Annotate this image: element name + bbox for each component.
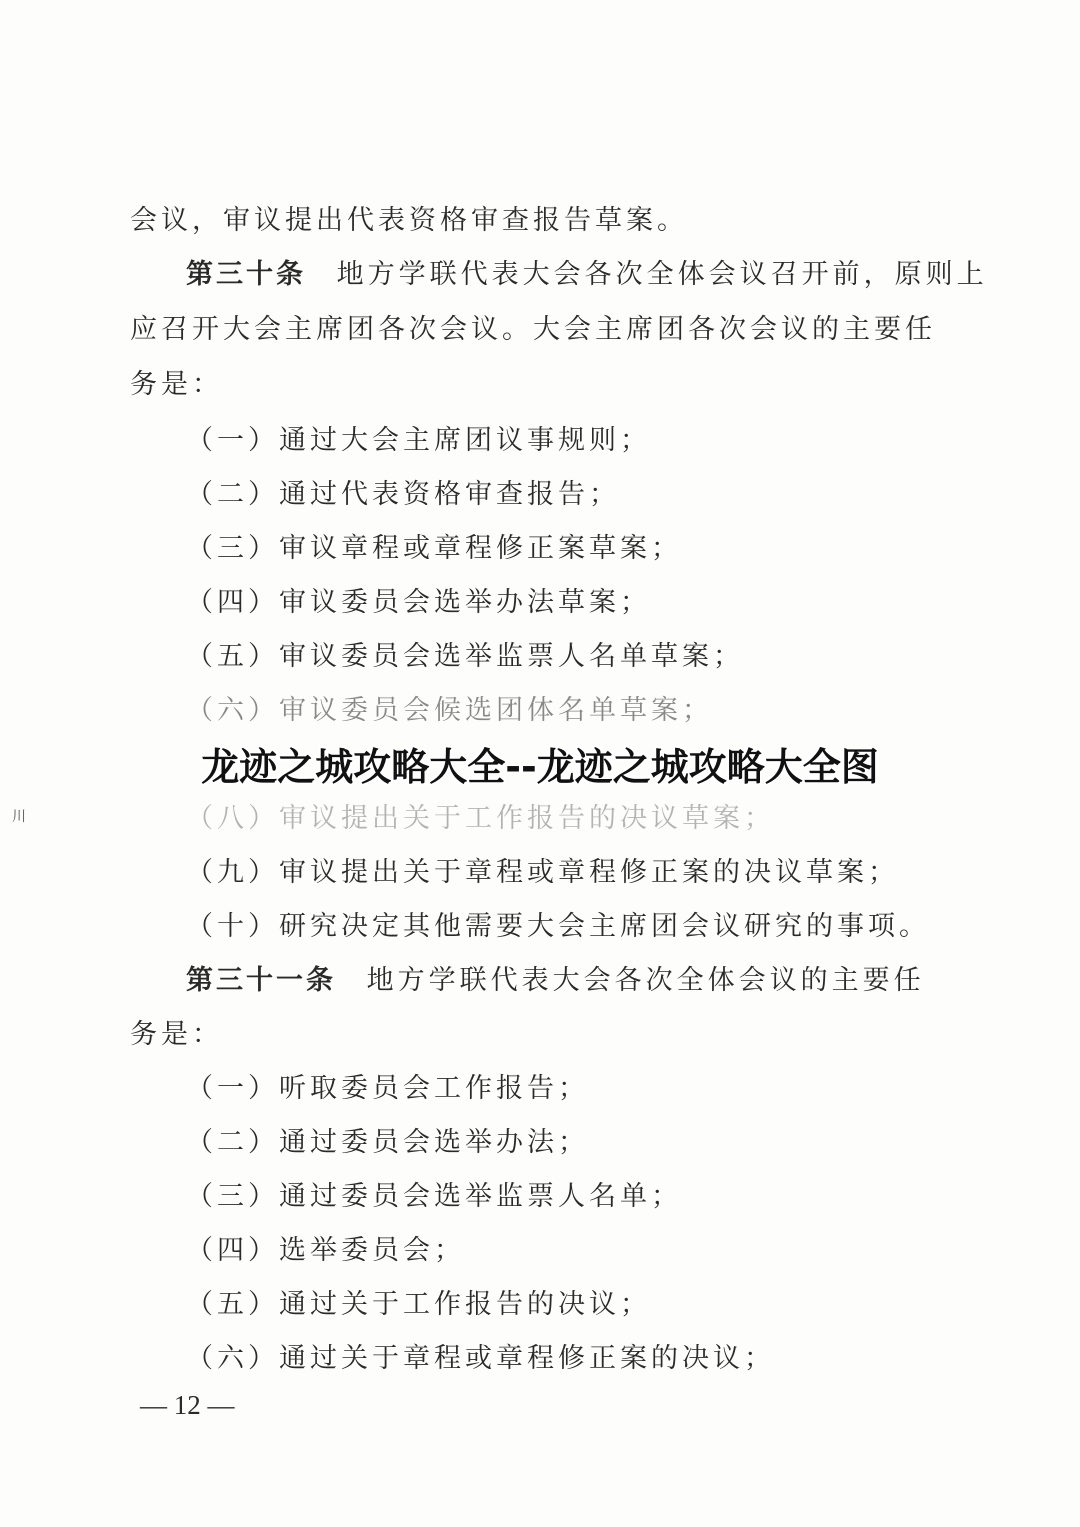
list-item: （五）审议委员会选举监票人名单草案； xyxy=(186,641,744,672)
text-line: 会议，审议提出代表资格审查报告草案。 xyxy=(130,205,688,236)
list-item: （五）通过关于工作报告的决议； xyxy=(186,1289,651,1320)
margin-mark: 川 xyxy=(12,809,26,825)
overlay-title: 龙迹之城攻略大全--龙迹之城攻略大全图 xyxy=(201,745,879,789)
list-item: （二）通过委员会选举办法； xyxy=(186,1127,589,1158)
text-line: 务是： xyxy=(130,369,223,400)
page-number: — 12 — xyxy=(140,1390,235,1420)
list-item: （九）审议提出关于章程或章程修正案的决议草案； xyxy=(186,857,899,888)
list-item: （一）听取委员会工作报告； xyxy=(186,1073,589,1104)
list-item: （八）审议提出关于工作报告的决议草案； xyxy=(186,803,775,834)
list-item: （三）审议章程或章程修正案草案； xyxy=(186,533,682,564)
list-item: （四）选举委员会； xyxy=(186,1235,465,1266)
article-30 xyxy=(186,252,988,291)
list-item: （一）通过大会主席团议事规则； xyxy=(186,425,651,456)
article-31-heading: 第三十一条 xyxy=(186,965,336,996)
list-item: （六）审议委员会候选团体名单草案； xyxy=(186,695,713,726)
list-item: （二）通过代表资格审查报告； xyxy=(186,479,620,510)
list-item: （六）通过关于章程或章程修正案的决议； xyxy=(186,1343,775,1374)
list-item: （三）通过委员会选举监票人名单； xyxy=(186,1181,682,1212)
text-line: 务是： xyxy=(130,1019,223,1050)
article-30-text: 地方学联代表大会各次全体会议召开前，原则上 xyxy=(336,259,988,290)
article-31 xyxy=(186,958,925,997)
text-line: 应召开大会主席团各次会议。大会主席团各次会议的主要任 xyxy=(130,314,936,345)
article-30-heading: 第三十条 xyxy=(186,259,306,290)
list-item: （十）研究决定其他需要大会主席团会议研究的事项。 xyxy=(186,911,930,942)
article-31-text: 地方学联代表大会各次全体会议的主要任 xyxy=(366,965,925,996)
list-item: （四）审议委员会选举办法草案； xyxy=(186,587,651,618)
